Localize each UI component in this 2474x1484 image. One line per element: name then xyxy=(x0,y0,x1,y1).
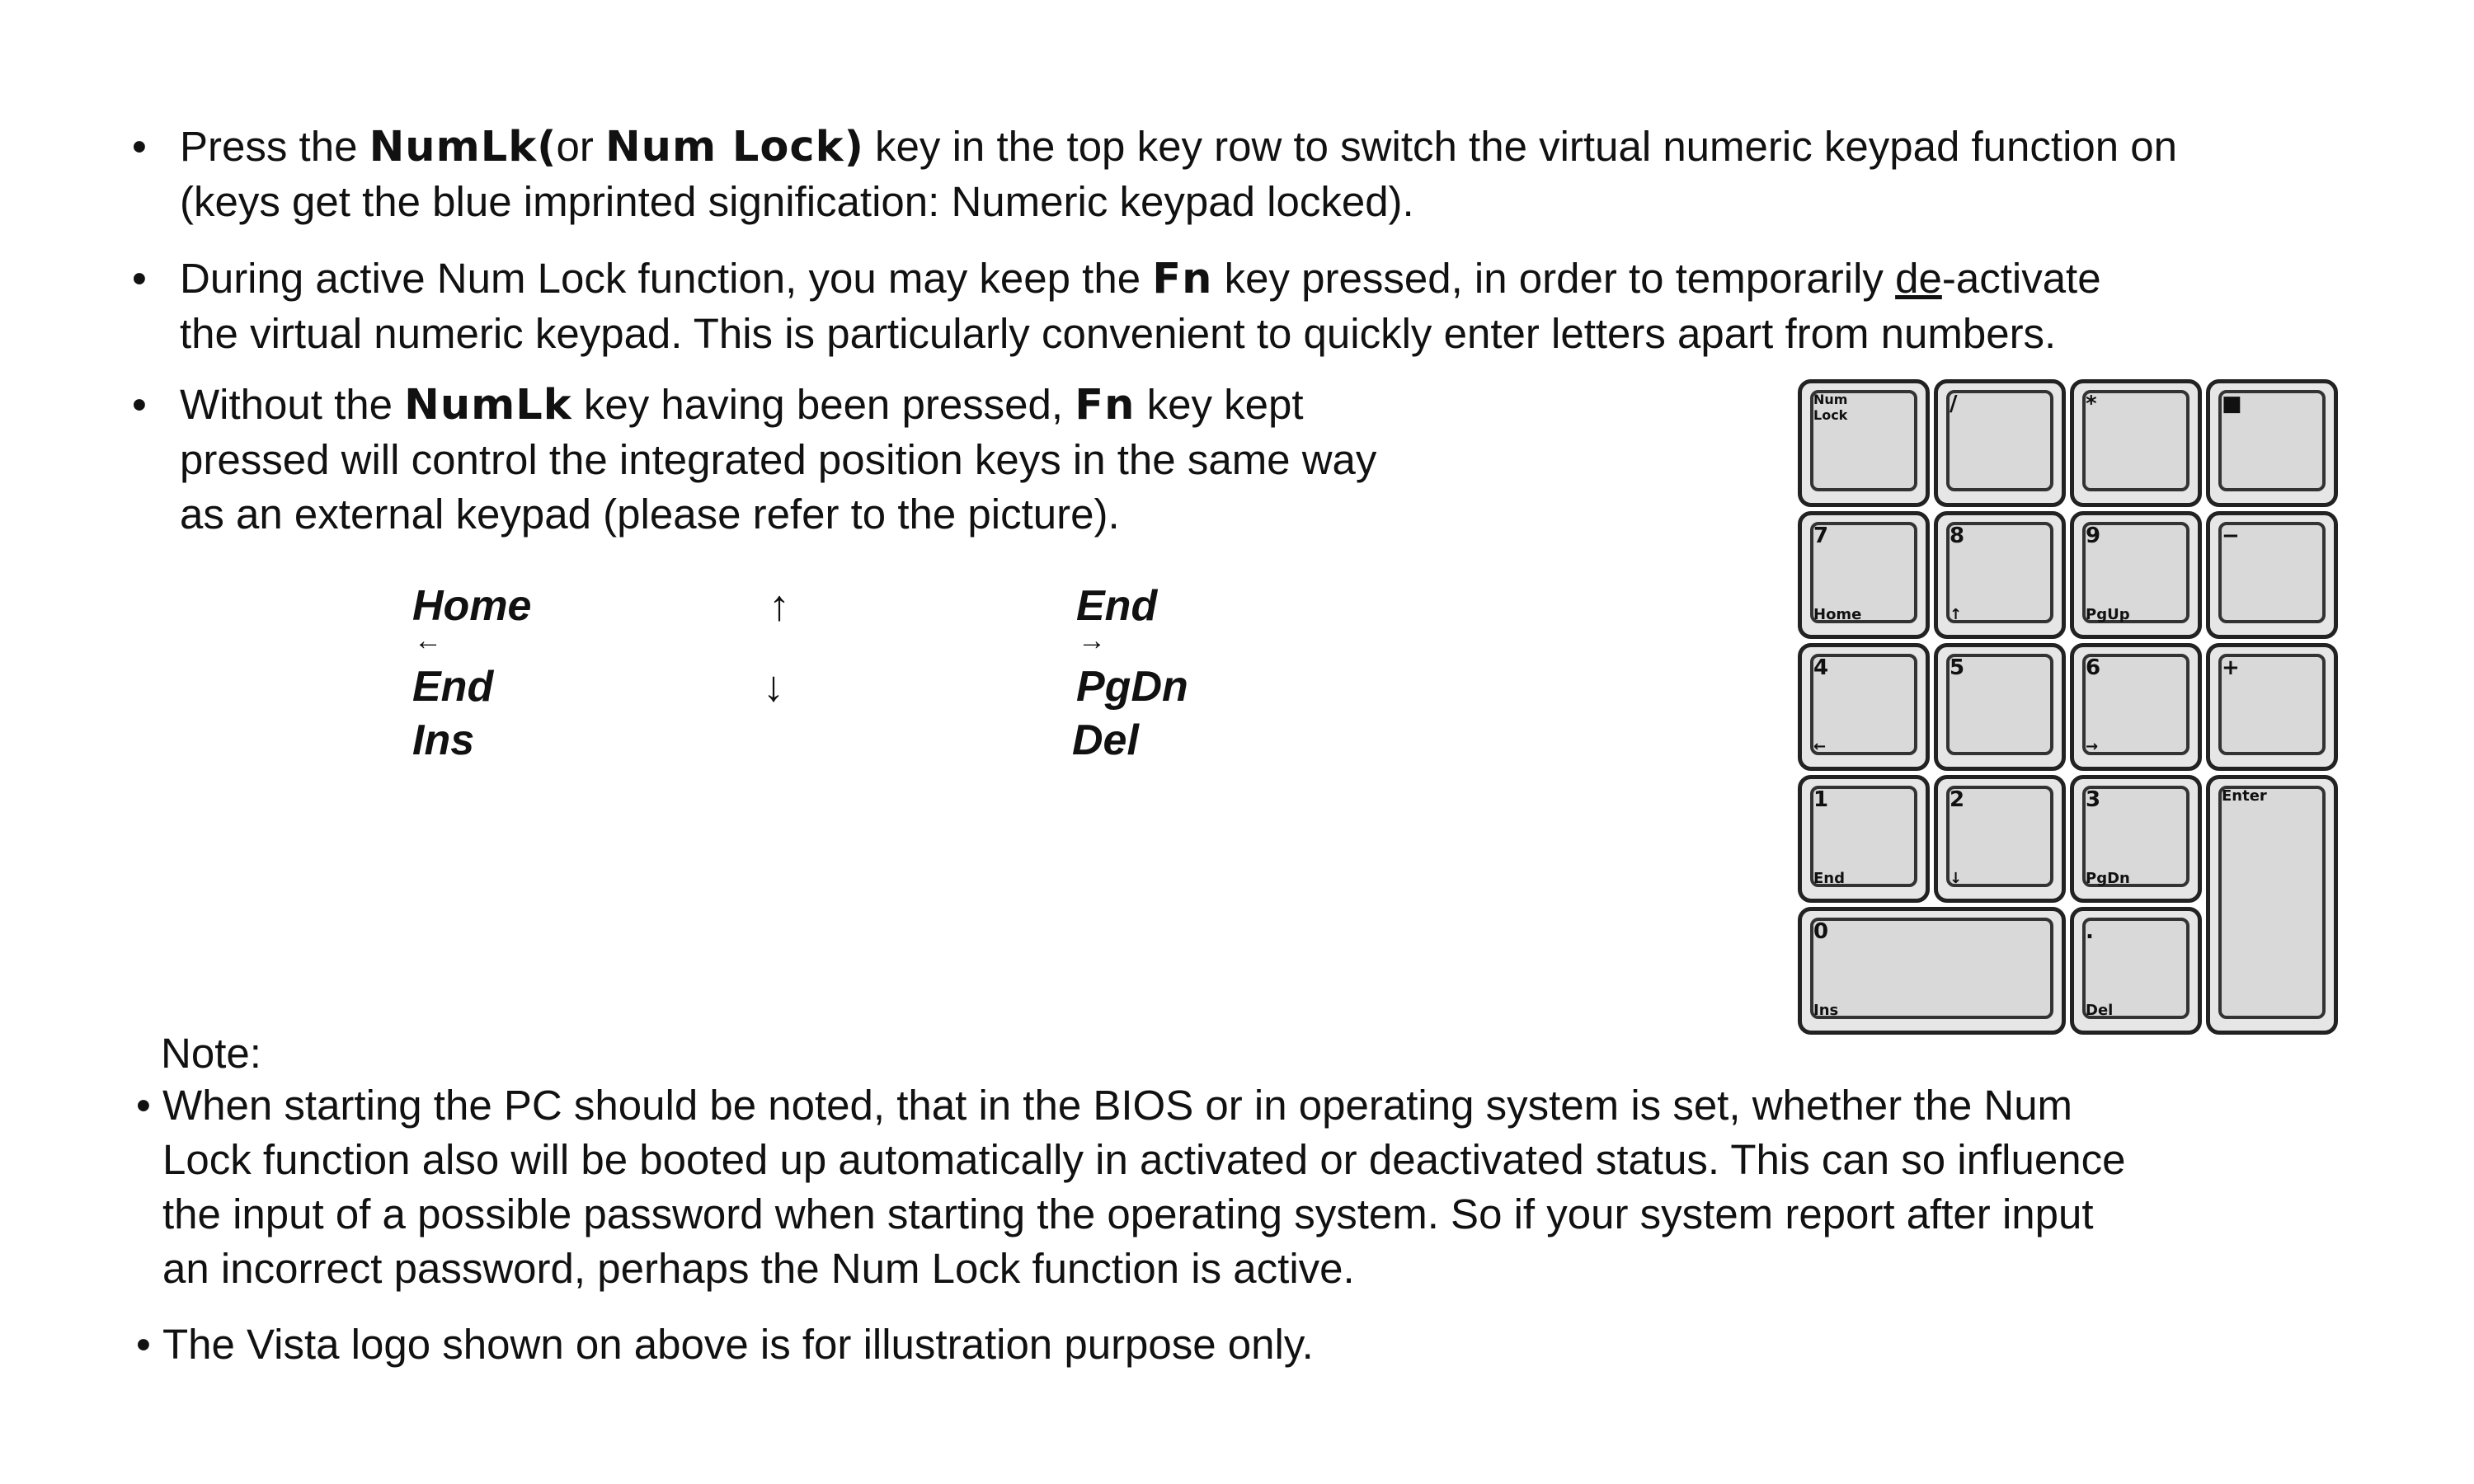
bullet-text xyxy=(180,251,2101,361)
key-sublabel: PgDn xyxy=(2086,870,2130,887)
bullet-numlock-switch xyxy=(132,120,2177,229)
key-2-down xyxy=(1934,775,2066,903)
left-arrow-icon: ← xyxy=(414,625,442,656)
text-run: -activate xyxy=(1941,255,2101,302)
key-label: 2 xyxy=(1950,787,1965,812)
text-line: the input of a possible password when starting the operating system. So if your system report after input xyxy=(162,1190,2094,1237)
key-label: 8 xyxy=(1950,524,1965,548)
bullet-dot: • xyxy=(132,123,147,170)
mapping-pgdn: PgDn xyxy=(1076,663,1188,711)
bullet-text xyxy=(180,378,1376,542)
note-text xyxy=(162,1317,1314,1372)
key-sublabel: ↓ xyxy=(1950,870,1963,887)
text-line: an incorrect password, perhaps the Num Lock function is active. xyxy=(162,1245,1355,1292)
key-sublabel: PgUp xyxy=(2086,606,2130,623)
key-label: 6 xyxy=(2086,655,2101,680)
fn-key-label: Fn xyxy=(1075,381,1136,430)
down-arrow-icon: ↓ xyxy=(763,663,784,711)
key-asterisk xyxy=(2070,379,2202,507)
key-label: 7 xyxy=(1813,524,1829,548)
key-label: 3 xyxy=(2086,787,2101,812)
bullet-dot: • xyxy=(132,381,147,428)
key-label: * xyxy=(2086,392,2097,416)
text-line: (keys get the blue imprinted signification: Numeric keypad locked). xyxy=(180,178,1414,225)
text-run: or xyxy=(556,123,605,170)
key-slash xyxy=(1934,379,2066,507)
text-line: as an external keypad (please refer to the picture). xyxy=(180,491,1120,538)
mapping-ins: Ins xyxy=(412,716,475,764)
mapping-home: Home xyxy=(412,582,532,630)
text-line: the virtual numeric keypad. This is particularly convenient to quickly enter letters apart from numbers. xyxy=(180,310,2057,357)
key-1-end xyxy=(1798,775,1930,903)
underlined-prefix: de xyxy=(1895,255,1942,302)
key-label: 0 xyxy=(1813,919,1829,944)
key-label: Enter xyxy=(2222,787,2267,805)
key-label: . xyxy=(2086,919,2094,944)
key-9-pgup xyxy=(2070,511,2202,639)
text-run: Without the xyxy=(180,381,405,428)
key-minus xyxy=(2206,511,2338,639)
bullet-dot: • xyxy=(136,1082,151,1129)
text-line: Lock function also will be booted up automatically in activated or deactivated status. This can so influence xyxy=(162,1136,2126,1183)
mapping-del: Del xyxy=(1072,716,1139,764)
right-arrow-icon: → xyxy=(1078,625,1106,656)
numlk-key-label: NumLk xyxy=(369,123,538,171)
key-label: 9 xyxy=(2086,524,2101,548)
key-sublabel: ← xyxy=(1813,738,1827,755)
text-run: During active Num Lock function, you may keep the xyxy=(180,255,1153,302)
key-sublabel: ↑ xyxy=(1950,606,1963,623)
key-label: 1 xyxy=(1813,787,1829,812)
bullet-fn-position-keys xyxy=(132,378,1376,542)
note-item-vista-logo xyxy=(136,1317,1314,1372)
key-label: ■ xyxy=(2222,392,2242,416)
key-label: / xyxy=(1950,392,1958,416)
key-sublabel: Ins xyxy=(1813,1002,1839,1019)
key-4-left xyxy=(1798,643,1930,771)
mapping-end-right: End xyxy=(1076,582,1158,630)
key-label: + xyxy=(2222,655,2240,680)
key-sublabel: Del xyxy=(2086,1002,2114,1019)
key-dot-del xyxy=(2070,907,2202,1035)
key-sublabel: Home xyxy=(1813,606,1862,623)
key-7-home xyxy=(1798,511,1930,639)
key-8-up xyxy=(1934,511,2066,639)
note-item-bios xyxy=(136,1078,2125,1296)
key-plus xyxy=(2206,643,2338,771)
bullet-fn-deactivate xyxy=(132,251,2101,361)
note-text xyxy=(162,1078,2125,1296)
key-enter xyxy=(2206,775,2338,1035)
text-run: key kept xyxy=(1135,381,1304,428)
key-label: Num Lock xyxy=(1813,392,1848,423)
up-arrow-icon: ↑ xyxy=(769,582,790,630)
note-label: Note: xyxy=(161,1030,261,1077)
numlk-key-label: NumLk xyxy=(404,381,572,430)
key-sublabel: End xyxy=(1813,870,1845,887)
key-5 xyxy=(1934,643,2066,771)
text-run: key pressed, in order to temporarily xyxy=(1212,255,1896,302)
text-run: Press the xyxy=(180,123,369,170)
text-run: key in the top key row to switch the virtual numeric keypad function on xyxy=(863,123,2178,170)
fn-key-label: Fn xyxy=(1152,255,1213,303)
text-run: key having been pressed, xyxy=(571,381,1075,428)
key-6-right xyxy=(2070,643,2202,771)
key-label: 4 xyxy=(1813,655,1829,680)
key-label: 5 xyxy=(1950,655,1965,680)
bullet-dot: • xyxy=(136,1321,151,1368)
text-line: pressed will control the integrated position keys in the same way xyxy=(180,436,1377,483)
numeric-keypad-illustration xyxy=(1798,379,2350,1031)
key-0-ins xyxy=(1798,907,2066,1035)
bullet-dot: • xyxy=(132,255,147,302)
mapping-end: End xyxy=(412,663,494,711)
paren-open: ( xyxy=(537,123,557,171)
text-line: When starting the PC should be noted, that in the BIOS or in operating system is set, whether the Num xyxy=(162,1082,2073,1129)
text-line: The Vista logo shown on above is for illustration purpose only. xyxy=(162,1321,1314,1368)
key-label: − xyxy=(2222,524,2240,548)
num-lock-key-label: Num Lock xyxy=(605,123,844,171)
bullet-text xyxy=(180,120,2177,229)
key-num-lock xyxy=(1798,379,1930,507)
paren-close: ) xyxy=(844,123,863,171)
key-3-pgdn xyxy=(2070,775,2202,903)
key-sublabel: → xyxy=(2086,738,2099,755)
key-block xyxy=(2206,379,2338,507)
